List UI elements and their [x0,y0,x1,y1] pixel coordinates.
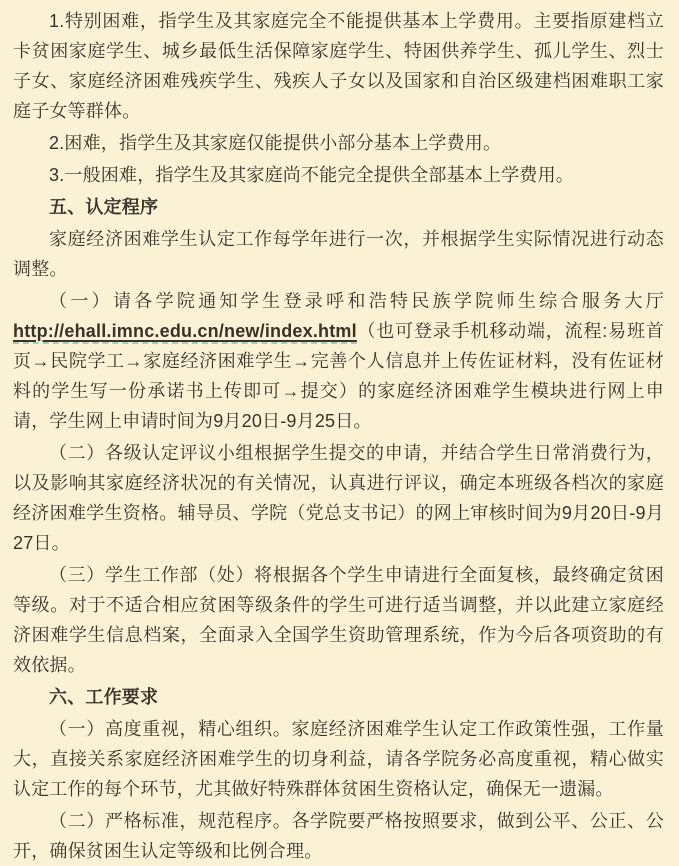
step1-text-before: （一）请各学院通知学生登录呼和浩特民族学院师生综合服务大厅 [49,291,664,311]
section6-heading: 六、工作要求 [49,687,159,707]
section5-step3: （三）学生工作部（处）将根据各个学生申请进行全面复核，最终确定贫困等级。对于不适合相应贫困等级条件的学生可进行适当调整，并以此建立家庭经济困难学生信息档案，全面录入全国学生资助管理系统，作为今后各项资助的有效依据。 [13,565,664,675]
difficulty-level-difficult: 2.困难，指学生及其家庭仅能提供小部分基本上学费用。 [49,133,502,153]
difficulty-level-special: 1.特别困难，指学生及其家庭完全不能提供基本上学费用。主要指原建档立卡贫困家庭学生、城乡最低生活保障家庭学生、特困供养学生、孤儿学生、烈士子女、家庭经济困难残疾学生、残疾人子女以及国家和自治区级建档困难职工家庭子女等群体。 [13,11,664,121]
section5-step1 [13,286,664,436]
difficulty-level-general: 3.一般困难，指学生及其家庭尚不能完全提供全部基本上学费用。 [49,165,575,185]
ehall-portal-link[interactable]: http://ehall.imnc.edu.cn/new/index.html [13,321,357,344]
section5-step2: （二）各级认定评议小组根据学生提交的申请，并结合学生日常消费行为，以及影响其家庭经济状况的有关情况，认真进行评议，确定本班级各档次的家庭经济困难学生资格。辅导员、学院（党总支书记）的网上审核时间为9月20日-9月27日。 [13,443,664,553]
section5-heading: 五、认定程序 [49,197,159,217]
section6-req2: （二）严格标准，规范程序。各学院要严格按照要求，做到公平、公正、公开，确保贫困生认定等级和比例合理。 [13,811,664,861]
section5-intro: 家庭经济困难学生认定工作每学年进行一次，并根据学生实际情况进行动态调整。 [13,229,664,279]
section6-req1: （一）高度重视，精心组织。家庭经济困难学生认定工作政策性强，工作量大，直接关系家庭经济困难学生的切身利益，请各学院务必高度重视，精心做实认定工作的每个环节，尤其做好特殊群体贫困生资格认定，确保无一遗漏。 [13,719,664,799]
step1-text-after: （也可登录手机移动端，流程:易班首页→民院学工→家庭经济困难学生→完善个人信息并上传佐证材料，没有佐证材料的学生写一份承诺书上传即可→提交）的家庭经济困难学生模块进行网上申请，学生网上申请时间为9月20日-9月25日。 [13,321,664,431]
